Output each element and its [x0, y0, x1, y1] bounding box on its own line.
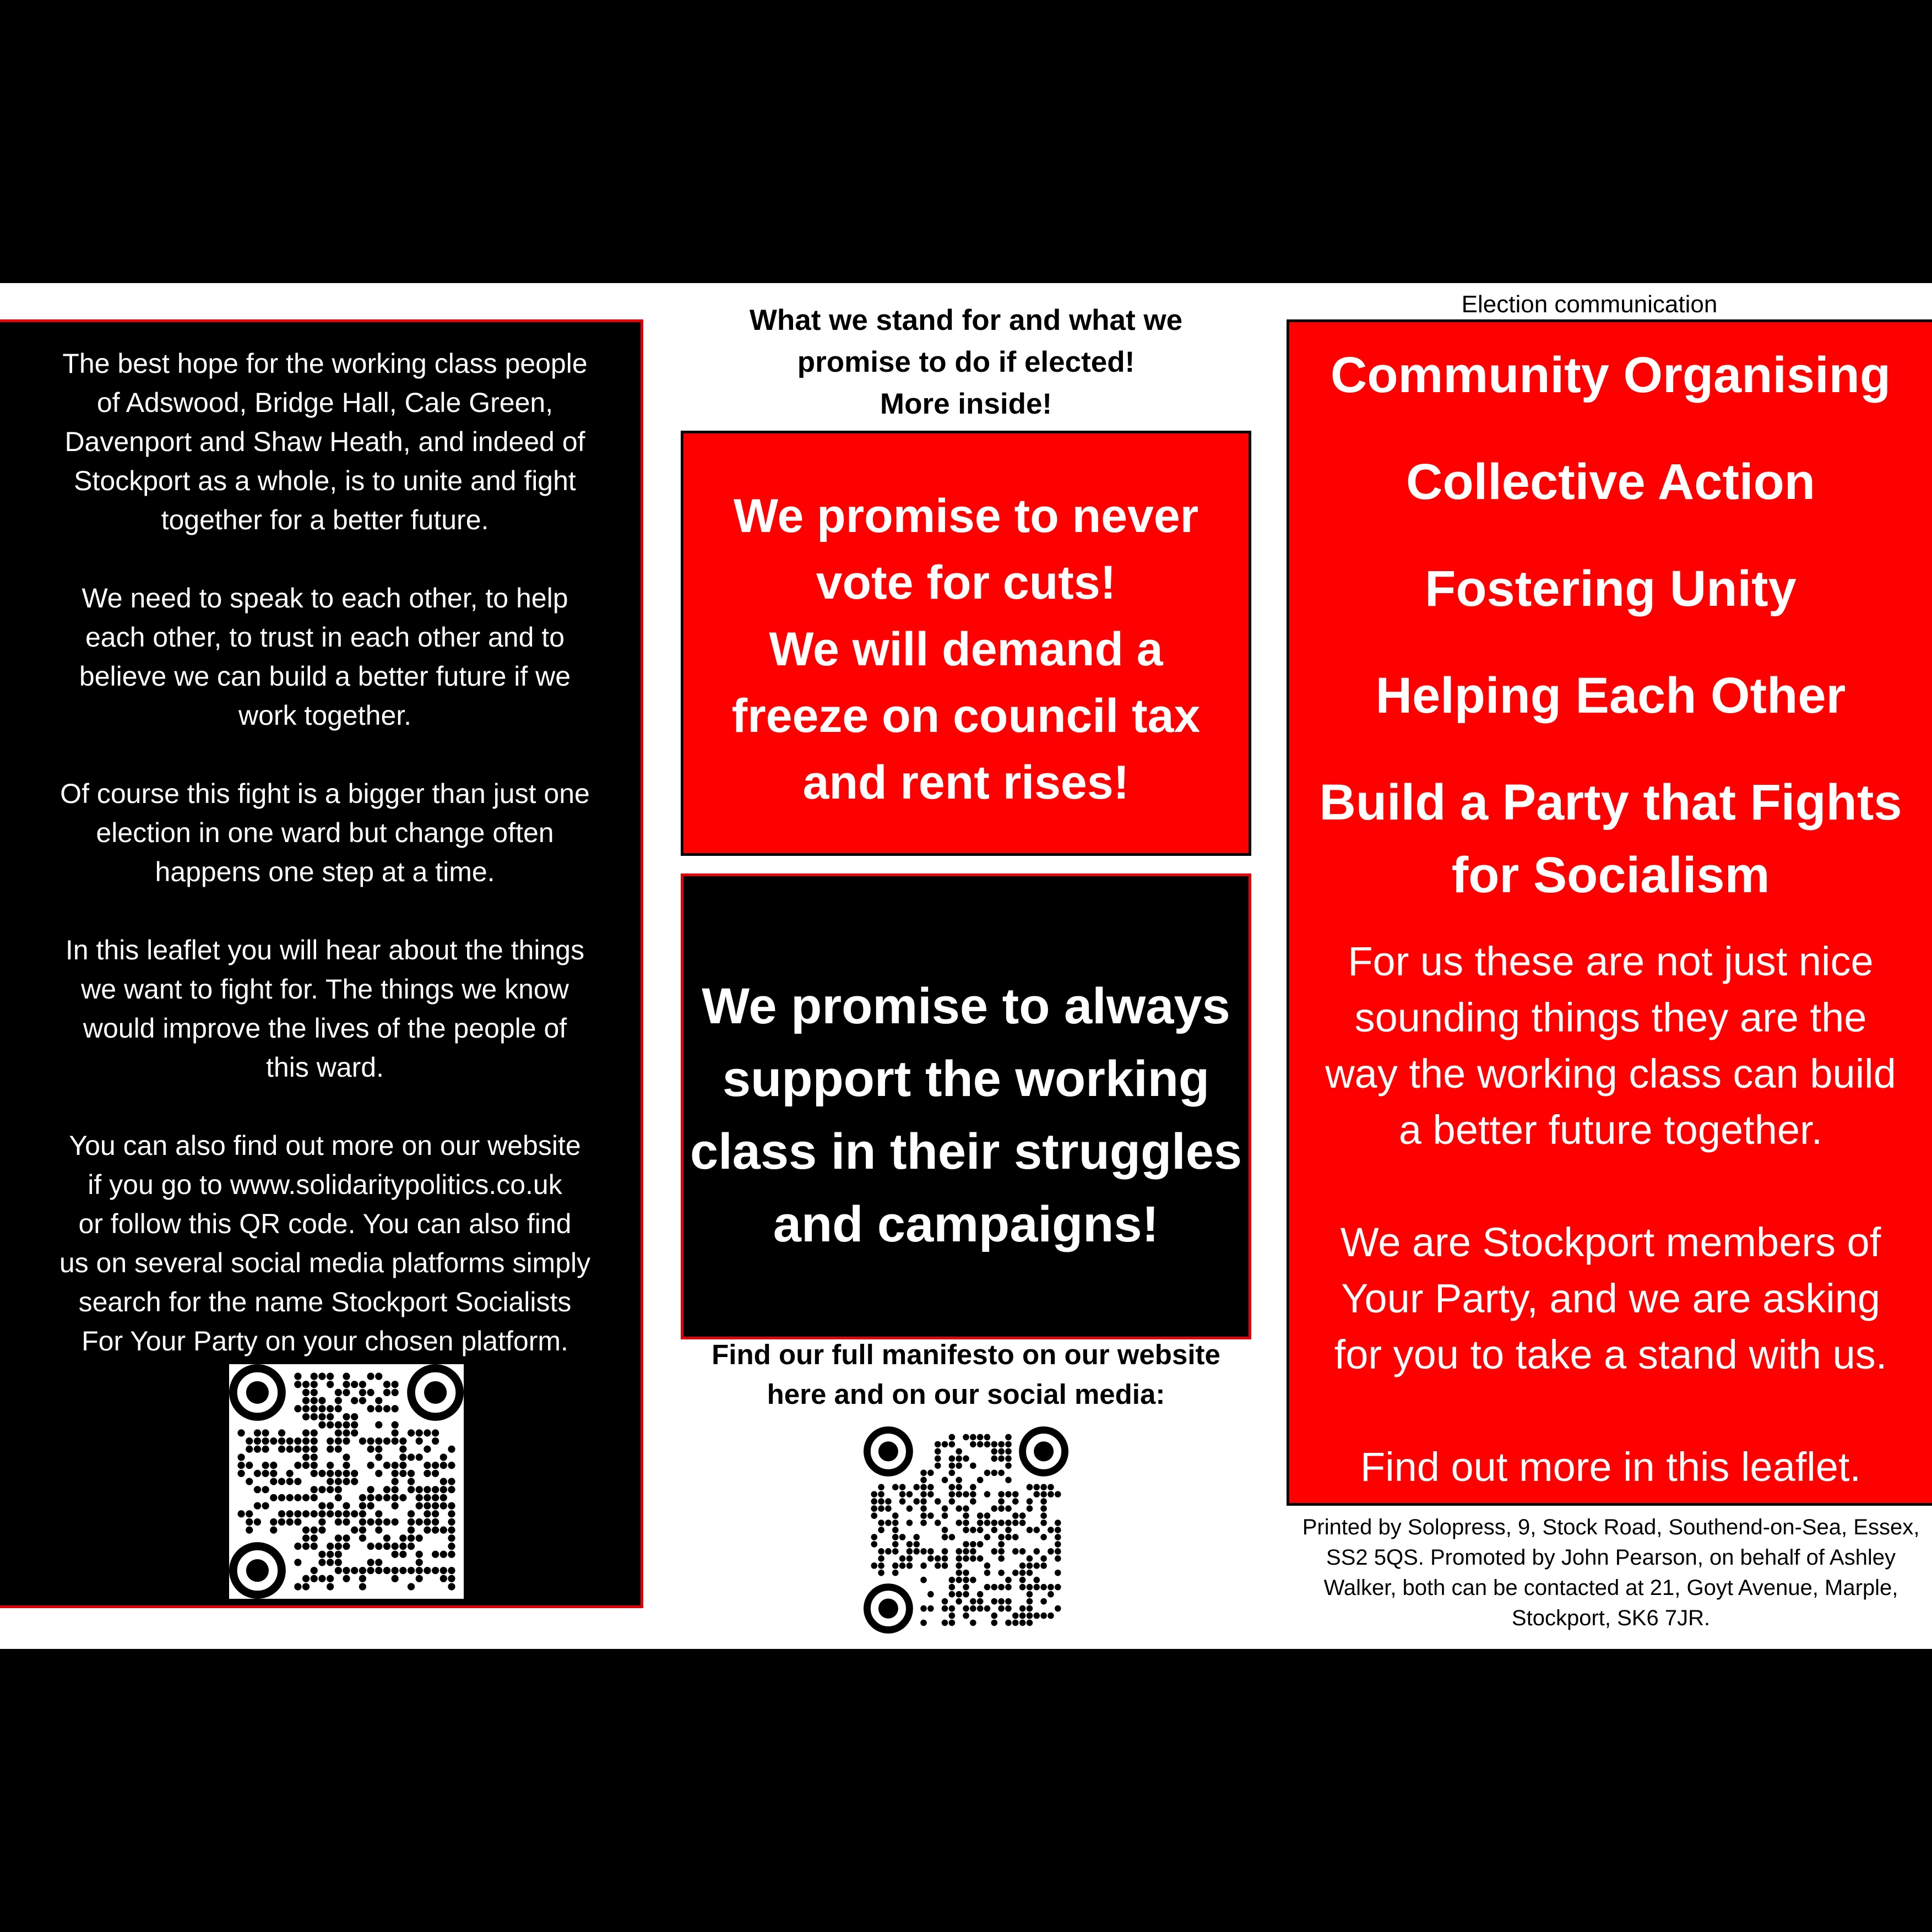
- manifesto-footer-text: Find our full manifesto on our website here and on our social media:: [712, 1339, 1220, 1410]
- paragraph-in-this-leaflet: In this leaflet you will hear about the things we want to fight for. The things we know would improve the lives of the people of this ward.: [65, 935, 585, 1083]
- promise-support-working-class-text: We promise to always support the working class in their struggles and campaigns!: [690, 978, 1242, 1252]
- left-panel: [0, 319, 643, 1608]
- paragraph-stockport-members: We are Stockport members of Your Party, and we are asking for you to take a stand with us.: [1334, 1219, 1887, 1377]
- left-panel-text: [50, 344, 600, 1400]
- heading-build-a-party: Build a Party that Fights for Socialism: [1319, 774, 1902, 903]
- heading-fostering-unity: Fostering Unity: [1425, 561, 1797, 617]
- paragraph-not-just-nice: For us these are not just nice sounding things they are the way the working class can build a better future together.: [1325, 938, 1896, 1153]
- website-qr-code-icon[interactable]: [229, 1364, 464, 1599]
- election-communication-label: Election communication: [1461, 291, 1718, 318]
- heading-community-organising: Community Organising: [1330, 347, 1891, 403]
- paragraph-find-out-more: Find out more in this leaflet.: [1360, 1444, 1861, 1490]
- promise-red-box: [681, 431, 1251, 856]
- heading-collective-action: Collective Action: [1406, 454, 1815, 510]
- principles-list: [1289, 339, 1932, 946]
- right-red-panel: [1287, 319, 1932, 1506]
- paragraph-best-hope: The best hope for the working class people of Adswood, Bridge Hall, Cale Green, Davenport and Shaw Heath, and indeed of Stockport as a whole, is to unite and fight together for a better future.: [62, 348, 588, 535]
- paragraph-website-info: You can also find out more on our website if you go to www.solidaritypolitics.co.uk or follow this QR code. You can also find us on several social media platforms simply search for the name Stockport Socialists For Your Party on your chosen platform.: [59, 1130, 591, 1356]
- heading-helping-each-other: Helping Each Other: [1375, 667, 1846, 724]
- paragraph-bigger-fight: Of course this fight is a bigger than just one election in one ward but change often happens one step at a time.: [60, 778, 590, 887]
- right-body-text: [1295, 934, 1926, 1551]
- paragraph-speak-to-each-other: We need to speak to each other, to help each other, to trust in each other and to believe we can build a better future if we work together.: [79, 583, 571, 731]
- middle-heading: What we stand for and what we promise to do if elected! More inside!: [749, 304, 1183, 420]
- promise-black-box: [681, 873, 1251, 1339]
- leaflet-sheet: [0, 283, 1932, 1649]
- promise-no-cuts-text: We promise to never vote for cuts! We will demand a freeze on council tax and rent rises!: [731, 490, 1201, 809]
- manifesto-qr-code-icon[interactable]: [864, 1426, 1068, 1633]
- imprint-text: Printed by Solopress, 9, Stock Road, Southend-on-Sea, Essex, SS2 5QS. Promoted by John Pearson, on behalf of Ashley Walker, both can be contacted at 21, Goyt Avenue, Marple, Stockport, SK6 7JR.: [1302, 1515, 1920, 1630]
